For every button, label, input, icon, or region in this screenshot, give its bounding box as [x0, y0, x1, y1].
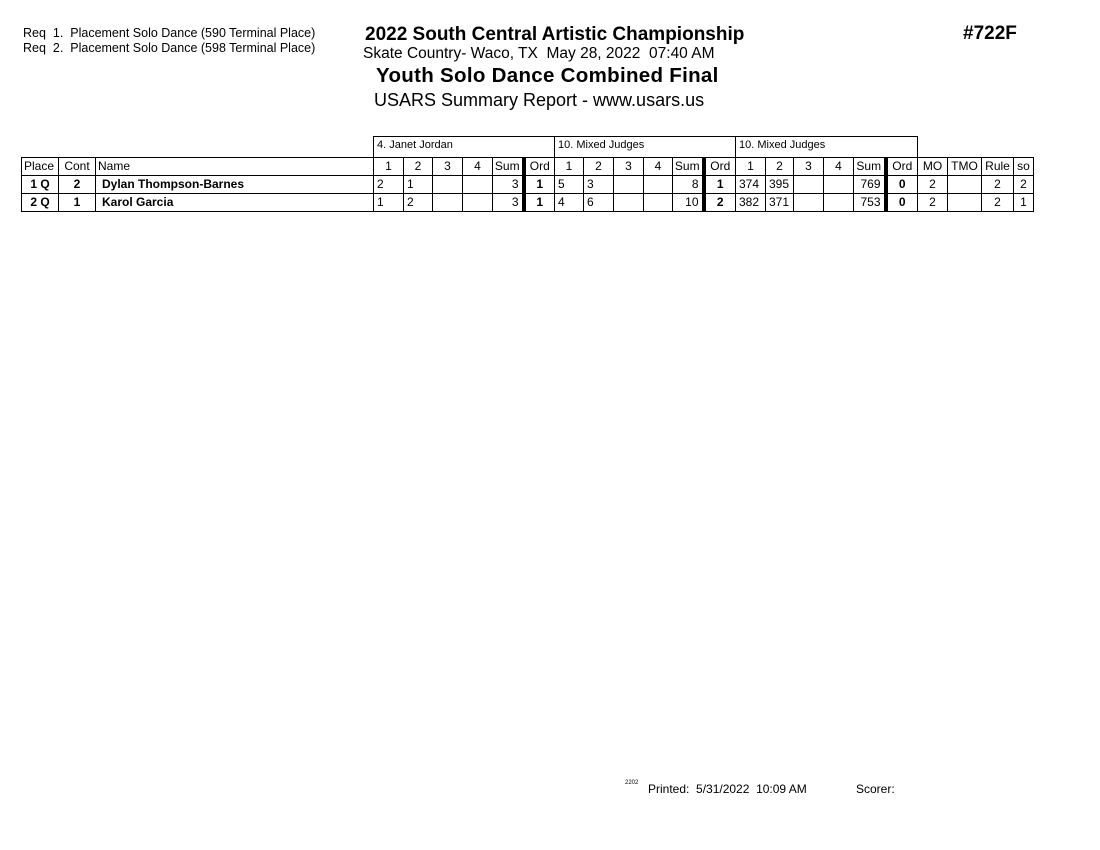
col-p2-sum: Sum [673, 158, 704, 176]
col-p1-judge-3: 3 [433, 158, 463, 176]
place-cell: 1 Q [22, 176, 59, 194]
col-p3-ord: Ord [886, 158, 918, 176]
p3-judge-2-cell: 395 [766, 176, 794, 194]
col-p3-judge-4: 4 [824, 158, 854, 176]
footer-code: 2202 [625, 780, 639, 786]
rule-cell: 2 [982, 176, 1014, 194]
venue-datetime: Skate Country- Waco, TX May 28, 2022 07:40 AM [363, 45, 715, 62]
p2-judge-2-cell: 6 [584, 194, 614, 212]
panel-label-1: 4. Janet Jordan [374, 137, 555, 158]
col-p2-judge-1: 1 [555, 158, 584, 176]
printed-timestamp: Printed: 5/31/2022 10:09 AM [648, 782, 807, 796]
col-p1-judge-2: 2 [404, 158, 433, 176]
col-cont: Cont [59, 158, 96, 176]
p2-judge-3-cell [614, 194, 644, 212]
p1-judge-3-cell [433, 194, 463, 212]
scorer-label: Scorer: [856, 782, 895, 796]
p1-sum-cell: 3 [493, 194, 524, 212]
col-p2-judge-2: 2 [584, 158, 614, 176]
p3-judge-2-cell: 371 [766, 194, 794, 212]
place-cell: 2 Q [22, 194, 59, 212]
col-p2-ord: Ord [704, 158, 736, 176]
p2-judge-4-cell [644, 194, 673, 212]
col-p1-judge-4: 4 [463, 158, 493, 176]
col-p1-ord: Ord [524, 158, 555, 176]
p2-sum-cell: 10 [673, 194, 704, 212]
p2-judge-1-cell: 5 [555, 176, 584, 194]
p3-judge-4-cell [824, 176, 854, 194]
skater-name: Karol Garcia [96, 194, 374, 212]
col-p1-judge-1: 1 [374, 158, 404, 176]
mo-cell: 2 [918, 176, 948, 194]
p1-judge-4-cell [463, 176, 493, 194]
p3-judge-3-cell [794, 194, 824, 212]
event-title: Youth Solo Dance Combined Final [376, 64, 719, 87]
table-row [22, 176, 1034, 194]
p3-sum-cell: 753 [854, 194, 886, 212]
col-p3-judge-3: 3 [794, 158, 824, 176]
cont-cell: 2 [59, 176, 96, 194]
p3-judge-3-cell [794, 176, 824, 194]
requirement-2: Req 2. Placement Solo Dance (598 Terminal Place) [23, 41, 316, 55]
summary-table [21, 136, 1034, 212]
p1-judge-3-cell [433, 176, 463, 194]
p1-judge-1-cell: 2 [374, 176, 404, 194]
tmo-cell [948, 176, 982, 194]
rule-cell: 2 [982, 194, 1014, 212]
p1-sum-cell: 3 [493, 176, 524, 194]
cont-cell: 1 [59, 194, 96, 212]
p3-ord-cell: 0 [886, 194, 918, 212]
p2-ord-cell: 2 [704, 194, 736, 212]
p3-judge-4-cell [824, 194, 854, 212]
so-cell: 2 [1014, 176, 1034, 194]
table-row [22, 194, 1034, 212]
col-p3-judge-1: 1 [736, 158, 766, 176]
panel-label-2: 10. Mixed Judges [555, 137, 736, 158]
col-p3-sum: Sum [854, 158, 886, 176]
report-title: USARS Summary Report - www.usars.us [374, 90, 705, 110]
panel-label-3: 10. Mixed Judges [736, 137, 918, 158]
p3-sum-cell: 769 [854, 176, 886, 194]
so-cell: 1 [1014, 194, 1034, 212]
column-header-row [22, 158, 1034, 176]
p1-judge-2-cell: 2 [404, 194, 433, 212]
p2-judge-3-cell [614, 176, 644, 194]
col-tmo: TMO [948, 158, 982, 176]
col-p2-judge-4: 4 [644, 158, 673, 176]
col-name: Name [96, 158, 374, 176]
col-p1-sum: Sum [493, 158, 524, 176]
p2-sum-cell: 8 [673, 176, 704, 194]
col-p3-judge-2: 2 [766, 158, 794, 176]
col-so: so [1014, 158, 1034, 176]
col-place: Place [22, 158, 59, 176]
p1-judge-1-cell: 1 [374, 194, 404, 212]
p1-ord-cell: 1 [524, 194, 555, 212]
col-mo: MO [918, 158, 948, 176]
championship-title: 2022 South Central Artistic Championship [365, 24, 745, 45]
p2-judge-1-cell: 4 [555, 194, 584, 212]
requirement-1: Req 1. Placement Solo Dance (590 Terminal Place) [23, 26, 316, 40]
panel-header-row [22, 137, 1034, 158]
mo-cell: 2 [918, 194, 948, 212]
p3-judge-1-cell: 382 [736, 194, 766, 212]
p2-ord-cell: 1 [704, 176, 736, 194]
p3-judge-1-cell: 374 [736, 176, 766, 194]
p2-judge-4-cell [644, 176, 673, 194]
p1-judge-2-cell: 1 [404, 176, 433, 194]
p1-judge-4-cell [463, 194, 493, 212]
col-rule: Rule [982, 158, 1014, 176]
tmo-cell [948, 194, 982, 212]
skater-name: Dylan Thompson-Barnes [96, 176, 374, 194]
p1-ord-cell: 1 [524, 176, 555, 194]
event-number: #722F [963, 23, 1017, 44]
col-p2-judge-3: 3 [614, 158, 644, 176]
p2-judge-2-cell: 3 [584, 176, 614, 194]
p3-ord-cell: 0 [886, 176, 918, 194]
